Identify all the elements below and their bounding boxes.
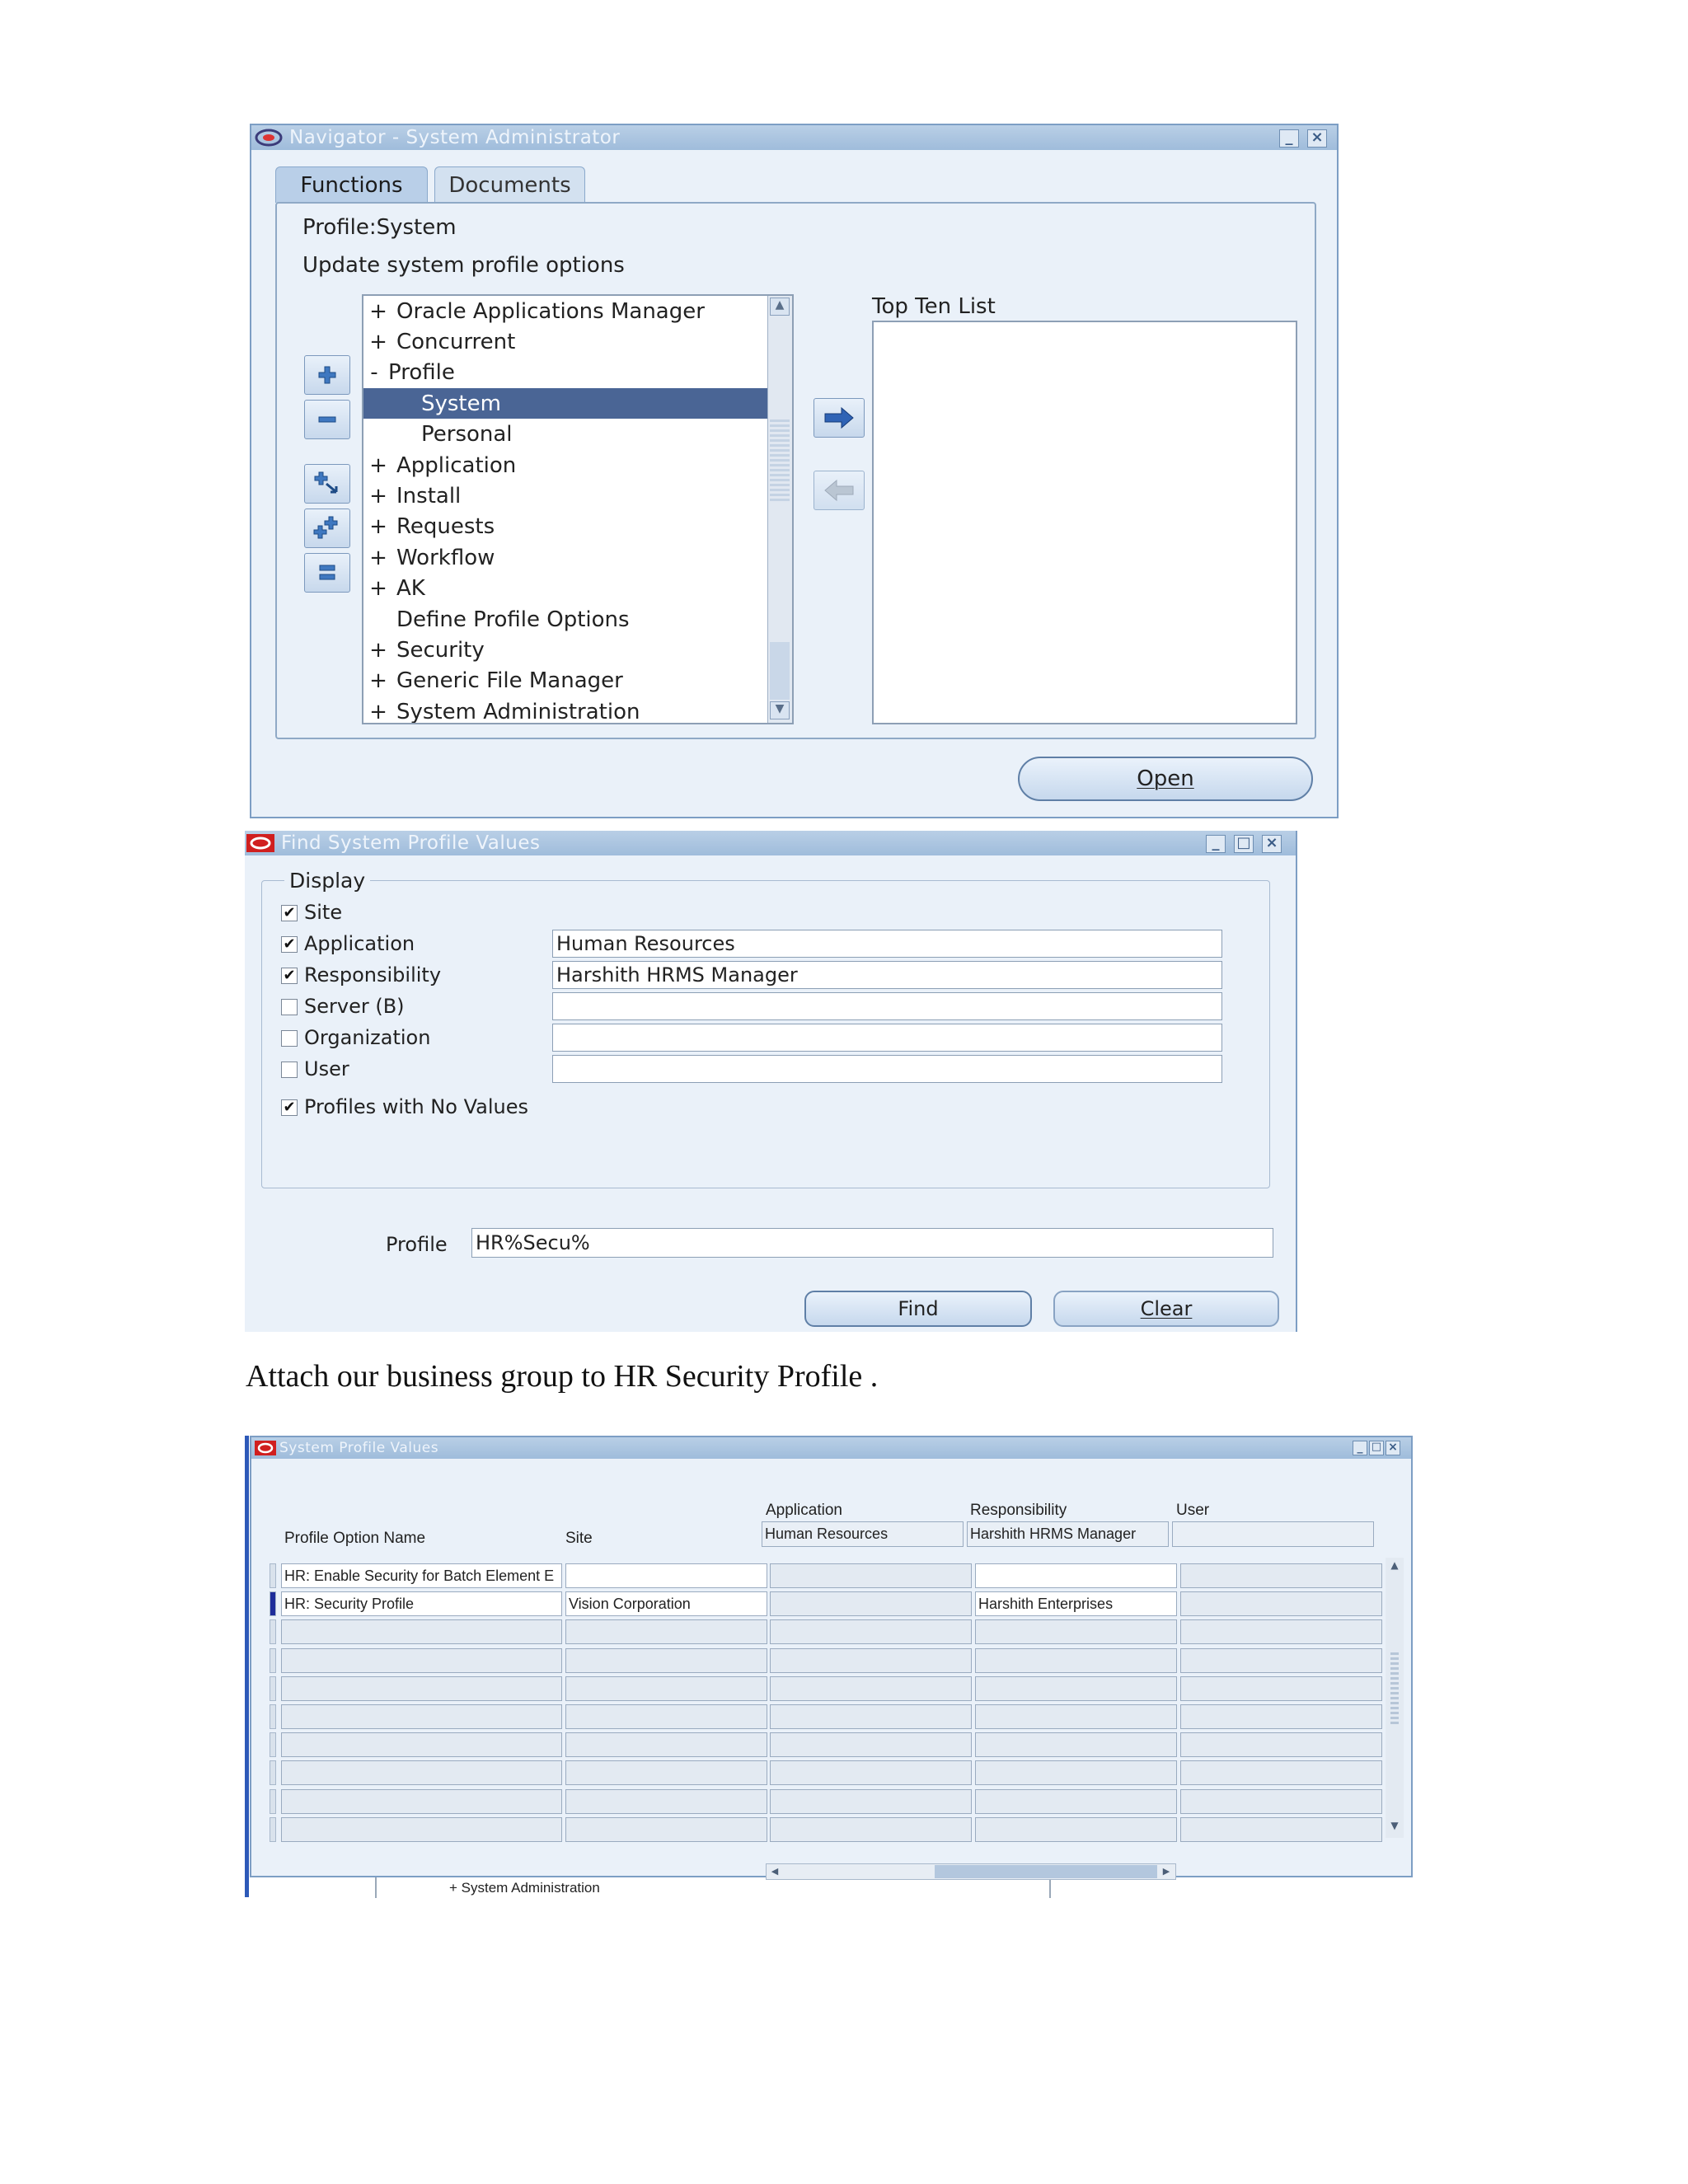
cell-user[interactable] (1180, 1563, 1382, 1588)
navigator-window (250, 124, 1339, 818)
grid-vertical-scrollbar[interactable] (1386, 1558, 1404, 1838)
application-label: Application (304, 932, 415, 955)
profile-label: Profile (386, 1233, 448, 1256)
expand-node-icon[interactable]: + (369, 576, 387, 602)
function-description: Update system profile options (302, 253, 625, 278)
user-label: User (304, 1057, 349, 1080)
minimize-icon[interactable]: _ (1353, 1441, 1367, 1455)
expand-button[interactable] (304, 355, 350, 395)
tree-item[interactable] (363, 388, 767, 419)
maximize-icon[interactable]: □ (1234, 835, 1254, 853)
profile-input[interactable]: HR%Secu% (471, 1228, 1273, 1258)
expand-node-icon[interactable]: + (369, 452, 387, 478)
cell-name[interactable] (281, 1817, 562, 1842)
find-button[interactable] (804, 1291, 1032, 1327)
grid-horizontal-scrollbar[interactable] (766, 1863, 1176, 1880)
open-button-label: Open (1137, 766, 1194, 791)
cell-responsibility[interactable] (975, 1619, 1177, 1644)
find-title: Find System Profile Values (281, 832, 541, 854)
clear-button-label: Clear (1140, 1297, 1193, 1320)
profiles-no-values-checkbox[interactable] (281, 1099, 298, 1116)
cell-application[interactable] (770, 1591, 972, 1616)
tree-item[interactable] (363, 326, 767, 357)
tree-item-label: Requests (396, 514, 495, 540)
tree-item[interactable] (363, 635, 767, 665)
row-indicator[interactable] (270, 1648, 276, 1673)
cell-site[interactable] (565, 1760, 767, 1785)
find-button-label: Find (898, 1297, 939, 1320)
navigator-titlebar[interactable] (251, 125, 1337, 150)
cell-responsibility[interactable] (975, 1704, 1177, 1729)
collapse-button[interactable] (304, 400, 350, 439)
document-caption: Attach our business group to HR Security Profile . (246, 1359, 879, 1394)
expand-branch-button[interactable] (304, 464, 350, 504)
cell-responsibility[interactable] (975, 1760, 1177, 1785)
tree-item-label: Personal (421, 422, 513, 448)
collapse-icon (316, 409, 338, 430)
context-responsibility[interactable]: Harshith HRMS Manager (967, 1521, 1169, 1547)
user-checkbox[interactable] (281, 1062, 298, 1078)
cell-application[interactable] (770, 1648, 972, 1673)
profiles-no-values-label: Profiles with No Values (304, 1095, 528, 1118)
scroll-track-lower (770, 642, 790, 700)
row-indicator[interactable] (270, 1817, 276, 1842)
top-ten-label: Top Ten List (872, 294, 996, 319)
collapse-node-icon[interactable]: - (370, 360, 378, 386)
application-field[interactable]: Human Resources (552, 930, 1222, 958)
cell-site[interactable] (565, 1563, 767, 1588)
tab-functions[interactable]: Functions (275, 166, 428, 203)
cell-site[interactable]: Vision Corporation (565, 1591, 767, 1616)
expand-node-icon[interactable]: + (369, 668, 387, 694)
check-icon: ✔ (283, 935, 296, 953)
cell-name[interactable] (281, 1648, 562, 1673)
values-window-shadow (245, 1436, 249, 1897)
server-b-label: Server (B) (304, 995, 405, 1018)
tree-item-label: Oracle Applications Manager (396, 298, 705, 324)
cell-application[interactable] (770, 1619, 972, 1644)
display-options (245, 831, 1297, 1292)
expand-node-icon[interactable]: + (369, 514, 387, 540)
collapse-all-icon (315, 560, 340, 585)
expand-icon (316, 364, 338, 386)
collapse-all-button[interactable] (304, 553, 350, 593)
cell-site[interactable] (565, 1676, 767, 1701)
tree-item[interactable] (363, 574, 767, 604)
cell-user[interactable] (1180, 1591, 1382, 1616)
close-icon[interactable]: × (1386, 1441, 1400, 1455)
tree-item-label: AK (396, 576, 425, 602)
tree-item-label: Application (396, 452, 517, 478)
tree-item[interactable] (363, 450, 767, 480)
row-indicator[interactable] (270, 1676, 276, 1701)
server-b-field[interactable] (552, 992, 1222, 1020)
find-window (245, 831, 1297, 1332)
scroll-up-icon[interactable]: ▲ (770, 298, 790, 316)
tree-item[interactable] (363, 296, 767, 326)
tree-item-label: System (421, 391, 501, 416)
close-icon[interactable]: × (1262, 835, 1282, 853)
tree-item-label: Install (396, 483, 462, 509)
arrow-right-icon (823, 406, 855, 429)
tree-rows (363, 296, 767, 724)
check-icon: ✔ (283, 1099, 296, 1116)
tree-item[interactable] (363, 604, 767, 635)
cell-user[interactable] (1180, 1676, 1382, 1701)
tree-item[interactable] (363, 696, 767, 724)
scroll-thumb[interactable] (770, 419, 790, 502)
scroll-left-icon[interactable]: ◀ (771, 1866, 779, 1877)
arrow-left-icon (823, 479, 855, 502)
cell-name[interactable] (281, 1704, 562, 1729)
open-button[interactable] (1018, 757, 1313, 801)
cell-user[interactable] (1180, 1704, 1382, 1729)
expand-node-icon[interactable]: + (369, 545, 387, 570)
expand-node-icon[interactable]: + (369, 483, 387, 509)
row-indicator[interactable] (270, 1789, 276, 1814)
cell-application[interactable] (770, 1704, 972, 1729)
cell-site[interactable] (565, 1619, 767, 1644)
responsibility-field[interactable]: Harshith HRMS Manager (552, 961, 1222, 989)
responsibility-checkbox[interactable] (281, 968, 298, 984)
cell-name[interactable] (281, 1619, 562, 1644)
cell-name[interactable] (281, 1789, 562, 1814)
scroll-right-icon[interactable]: ▶ (1162, 1866, 1170, 1877)
cell-responsibility[interactable] (975, 1563, 1177, 1588)
scroll-down-icon[interactable]: ▼ (1390, 1820, 1399, 1831)
cell-site[interactable] (565, 1704, 767, 1729)
navigator-title: Navigator - System Administrator (289, 127, 621, 148)
tree-item-label: System Administration (396, 699, 640, 724)
user-field[interactable] (552, 1055, 1222, 1083)
row-indicator[interactable] (270, 1591, 276, 1616)
scroll-thumb[interactable] (1390, 1652, 1399, 1727)
tree-item-label: Define Profile Options (396, 607, 630, 632)
cell-name[interactable] (281, 1760, 562, 1785)
header-site: Site (565, 1530, 593, 1547)
site-label: Site (304, 901, 343, 924)
cell-user[interactable] (1180, 1817, 1382, 1842)
underlying-tree-text: + System Administration (449, 1880, 600, 1896)
cell-name[interactable] (281, 1732, 562, 1757)
check-icon: ✔ (283, 904, 296, 921)
tree-item[interactable] (363, 512, 767, 542)
cell-application[interactable] (770, 1817, 972, 1842)
profile-values-grid (251, 1437, 1405, 1833)
header-application: Application (766, 1502, 842, 1519)
header-responsibility: Responsibility (970, 1502, 1067, 1519)
values-window (250, 1436, 1413, 1877)
expand-node-icon[interactable]: + (369, 298, 387, 324)
values-title: System Profile Values (279, 1440, 439, 1456)
expand-all-button[interactable] (304, 509, 350, 548)
organization-field[interactable] (552, 1024, 1222, 1052)
row-indicator[interactable] (270, 1760, 276, 1785)
row-indicator[interactable] (270, 1732, 276, 1757)
expand-all-icon (313, 515, 341, 541)
tree-item-label: Security (396, 637, 485, 663)
scroll-thumb[interactable] (935, 1865, 1157, 1878)
tab-documents[interactable]: Documents (434, 166, 585, 203)
organization-checkbox[interactable] (281, 1030, 298, 1047)
cell-user[interactable] (1180, 1619, 1382, 1644)
cell-name[interactable]: HR: Enable Security for Batch Element E (281, 1563, 562, 1588)
cell-site[interactable] (565, 1817, 767, 1842)
minimize-icon[interactable]: _ (1206, 835, 1226, 853)
cell-application[interactable] (770, 1789, 972, 1814)
row-indicator[interactable] (270, 1563, 276, 1588)
site-checkbox[interactable] (281, 905, 298, 921)
tree-item[interactable] (363, 666, 767, 696)
remove-from-top-ten-button[interactable] (814, 471, 865, 510)
check-icon: ✔ (283, 967, 296, 984)
top-ten-list[interactable] (872, 321, 1297, 724)
cell-responsibility[interactable] (975, 1789, 1177, 1814)
function-tree[interactable] (362, 294, 794, 724)
tree-item[interactable] (363, 358, 767, 388)
organization-label: Organization (304, 1026, 431, 1049)
header-user: User (1176, 1502, 1210, 1519)
header-profile-option-name: Profile Option Name (284, 1530, 426, 1547)
cell-responsibility[interactable] (975, 1732, 1177, 1757)
expand-node-icon[interactable]: + (369, 637, 387, 663)
row-indicator[interactable] (270, 1619, 276, 1644)
cell-name[interactable] (281, 1676, 562, 1701)
cell-user[interactable] (1180, 1648, 1382, 1673)
tree-scrollbar[interactable] (767, 296, 792, 723)
tree-item[interactable] (363, 480, 767, 511)
scroll-up-icon[interactable]: ▲ (1390, 1559, 1399, 1571)
tree-item[interactable] (363, 419, 767, 450)
server-b-checkbox[interactable] (281, 999, 298, 1015)
cell-name[interactable]: HR: Security Profile (281, 1591, 562, 1616)
responsibility-label: Responsibility (304, 963, 442, 987)
cell-responsibility[interactable] (975, 1676, 1177, 1701)
tree-item-label: Workflow (396, 545, 495, 570)
cell-site[interactable] (565, 1789, 767, 1814)
cell-user[interactable] (1180, 1789, 1382, 1814)
cell-responsibility[interactable]: Harshith Enterprises (975, 1591, 1177, 1616)
add-to-top-ten-button[interactable] (814, 398, 865, 438)
display-group-label: Display (284, 869, 370, 893)
tree-item-label: Concurrent (396, 329, 516, 354)
cell-site[interactable] (565, 1732, 767, 1757)
application-checkbox[interactable] (281, 936, 298, 953)
expand-branch-icon (313, 471, 341, 497)
expand-node-icon[interactable]: + (369, 699, 387, 724)
scroll-down-icon[interactable]: ▼ (770, 701, 790, 719)
tree-item-label: Generic File Manager (396, 668, 623, 694)
tree-item-label: Profile (388, 360, 455, 386)
cell-user[interactable] (1180, 1760, 1382, 1785)
functions-panel (275, 202, 1316, 739)
oracle-logo-icon (255, 129, 283, 147)
cell-site[interactable] (565, 1648, 767, 1673)
close-icon[interactable]: × (1307, 129, 1327, 148)
minimize-icon[interactable]: _ (1279, 129, 1299, 148)
tree-item[interactable] (363, 542, 767, 573)
maximize-icon[interactable]: □ (1369, 1441, 1384, 1455)
clear-button[interactable] (1053, 1291, 1279, 1327)
cell-application[interactable] (770, 1676, 972, 1701)
row-indicator[interactable] (270, 1704, 276, 1729)
cell-user[interactable] (1180, 1732, 1382, 1757)
context-application[interactable]: Human Resources (762, 1521, 964, 1547)
cell-application[interactable] (770, 1760, 972, 1785)
cell-application[interactable] (770, 1732, 972, 1757)
cell-responsibility[interactable] (975, 1817, 1177, 1842)
function-name: Profile:System (302, 215, 457, 240)
expand-node-icon[interactable]: + (369, 329, 387, 354)
cell-responsibility[interactable] (975, 1648, 1177, 1673)
cell-application[interactable] (770, 1563, 972, 1588)
